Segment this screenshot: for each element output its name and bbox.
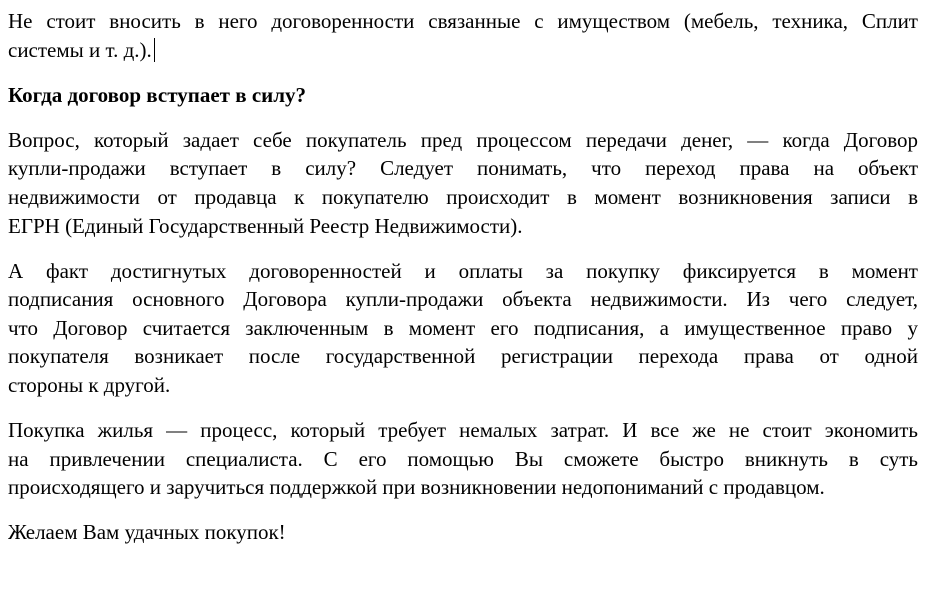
text-line: подписания основного Договора купли-продажи объекта недвижимости. Из чего следует, [8,287,918,312]
text-line: Не стоит вносить в него договоренности связанные с имуществом (мебель, техника, Сплит [8,9,918,33]
paragraph [8,7,918,64]
text-line: Вопрос, который задает себе покупатель пред процессом передачи денег, — когда Договор [8,127,918,152]
paragraph [8,257,918,400]
text-line: стороны к другой. [8,373,171,398]
text-line: купли-продажи вступает в силу? Следует понимать, что переход права на объект [8,156,918,181]
text-line: недвижимости от продавца к покупателю происходит в момент возникновения записи в [8,184,918,209]
paragraph [8,416,918,502]
text-line: Когда договор вступает в силу? [8,82,307,107]
text-line: покупателя возникает после государственной регистрации перехода права от одной [8,344,918,369]
paragraph [8,126,918,240]
text-line: А факт достигнутых договоренностей и оплаты за покупку фиксируется в момент [8,258,918,283]
text-cursor [154,38,155,62]
text-line: Покупка жилья — процесс, который требует немалых затрат. И все же не стоит экономить [8,418,918,443]
text-line: что Договор считается заключенным в момент его подписания, а имущественное право у [8,315,918,340]
text-line: Желаем Вам удачных покупок! [8,520,286,545]
text-line: на привлечении специалиста. С его помощью Вы сможете быстро вникнуть в суть [8,446,918,471]
text-line: системы и т. д.). [8,36,918,65]
document-body[interactable] [8,7,918,564]
text-line: ЕГРН (Единый Государственный Реестр Недвижимости). [8,213,523,238]
text-line: происходящего и заручиться поддержкой при возникновении недопониманий с продавцом. [8,475,825,500]
paragraph [8,518,918,547]
section-heading [8,81,918,110]
